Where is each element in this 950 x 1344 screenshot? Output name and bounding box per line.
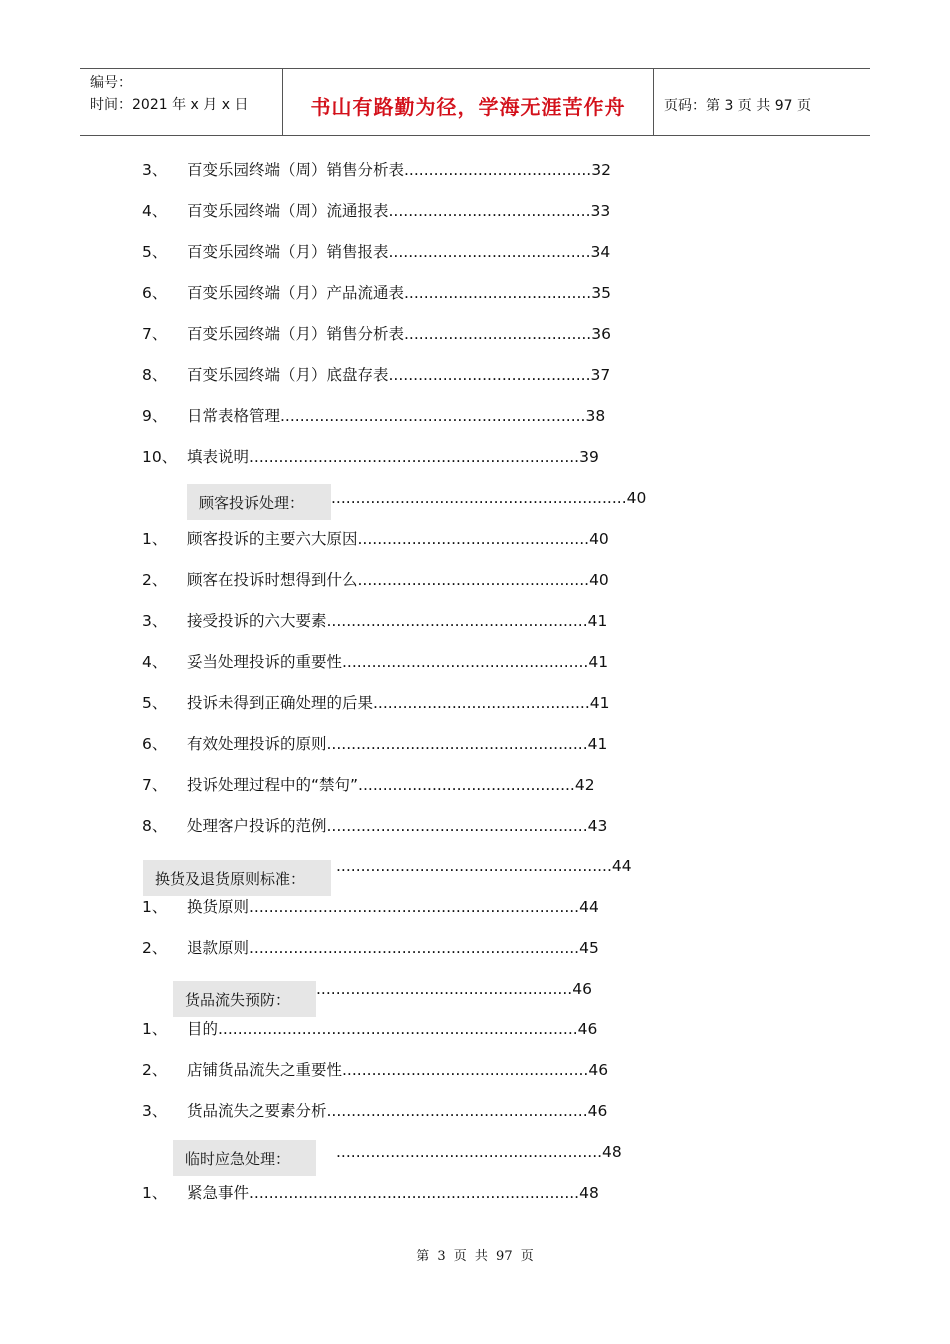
toc-item-number: 3、 bbox=[142, 1102, 168, 1120]
toc-item-number: 4、 bbox=[142, 653, 168, 671]
toc-item-text: 顾客在投诉时想得到什么...............................................40 bbox=[187, 571, 609, 589]
header-page-info-cell bbox=[654, 69, 870, 135]
section-dots-exchange: ........................................................44 bbox=[336, 857, 632, 875]
page-header bbox=[80, 68, 870, 136]
toc-item-text: 投诉未得到正确处理的后果............................................41 bbox=[187, 694, 610, 712]
header-motto-cell bbox=[282, 69, 654, 135]
toc-item-number: 7、 bbox=[142, 776, 168, 794]
section-title: 临时应急处理： bbox=[185, 1149, 291, 1168]
section-heading-emergency[interactable] bbox=[173, 1140, 316, 1176]
toc-item-number: 1、 bbox=[142, 1184, 168, 1202]
section-heading-exchange[interactable] bbox=[143, 860, 331, 896]
toc-item-text: 店铺货品流失之重要性..................................................46 bbox=[187, 1061, 609, 1079]
section-heading-complaints[interactable] bbox=[187, 484, 331, 520]
toc-item-number: 9、 bbox=[142, 407, 168, 425]
toc-item-text: 百变乐园终端（月）产品流通表......................................35 bbox=[187, 284, 611, 302]
toc-item-text: 填表说明...................................................................39 bbox=[187, 448, 599, 466]
toc-item-number: 3、 bbox=[142, 612, 168, 630]
toc-item-text: 目的.........................................................................46 bbox=[187, 1020, 598, 1038]
toc-item-number: 10、 bbox=[142, 448, 178, 466]
toc-item-text: 投诉处理过程中的“禁句”............................................42 bbox=[187, 776, 595, 794]
section-dots-complaints: ............................................................40 bbox=[331, 489, 647, 507]
section-title: 顾客投诉处理： bbox=[199, 493, 305, 512]
toc-item-number: 5、 bbox=[142, 694, 168, 712]
section-title: 货品流失预防： bbox=[185, 990, 291, 1009]
toc-item-text: 换货原则...................................................................44 bbox=[187, 898, 599, 916]
toc-item-number: 5、 bbox=[142, 243, 168, 261]
toc-item-text: 货品流失之要素分析.....................................................46 bbox=[187, 1102, 608, 1120]
toc-item-text: 紧急事件...................................................................48 bbox=[187, 1184, 599, 1202]
motto: 书山有路勤为径，学海无涯苦作舟 bbox=[310, 94, 626, 119]
toc-item-text: 有效处理投诉的原则.....................................................41 bbox=[187, 735, 608, 753]
toc-item-text: 处理客户投诉的范例.....................................................43 bbox=[187, 817, 608, 835]
toc-item-number: 6、 bbox=[142, 284, 168, 302]
toc-item-text: 百变乐园终端（周）流通报表.........................................33 bbox=[187, 202, 611, 220]
toc-item-number: 3、 bbox=[142, 161, 168, 179]
toc-item-text: 日常表格管理..............................................................38 bbox=[187, 407, 606, 425]
toc-item-text: 百变乐园终端（月）销售分析表......................................36 bbox=[187, 325, 611, 343]
toc-item-text: 百变乐园终端（周）销售分析表......................................32 bbox=[187, 161, 611, 179]
toc-item-number: 8、 bbox=[142, 817, 168, 835]
toc-item-number: 7、 bbox=[142, 325, 168, 343]
number-label: 编号： bbox=[90, 75, 132, 91]
time-label: 时间：2021 年 x 月 x 日 bbox=[90, 97, 249, 113]
section-heading-loss-prevention[interactable] bbox=[173, 981, 316, 1017]
toc-item-text: 妥当处理投诉的重要性..................................................41 bbox=[187, 653, 609, 671]
toc-item-number: 1、 bbox=[142, 530, 168, 548]
toc-item-number: 4、 bbox=[142, 202, 168, 220]
toc-item-number: 8、 bbox=[142, 366, 168, 384]
toc-item-text: 百变乐园终端（月）底盘存表.........................................37 bbox=[187, 366, 611, 384]
section-dots-loss-prevention: ....................................................46 bbox=[316, 980, 592, 998]
section-title: 换货及退货原则标准： bbox=[155, 869, 306, 888]
page-footer: 第 3 页 共 97 页 bbox=[416, 1249, 534, 1264]
page-info: 页码：第 3 页 共 97 页 bbox=[664, 98, 811, 114]
toc-item-number: 6、 bbox=[142, 735, 168, 753]
toc-item-text: 百变乐园终端（月）销售报表.........................................34 bbox=[187, 243, 611, 261]
toc-item-number: 1、 bbox=[142, 898, 168, 916]
toc-item-number: 1、 bbox=[142, 1020, 168, 1038]
toc-item-text: 接受投诉的六大要素.....................................................41 bbox=[187, 612, 608, 630]
toc-item-number: 2、 bbox=[142, 1061, 168, 1079]
toc-item-text: 退款原则...................................................................45 bbox=[187, 939, 599, 957]
toc-item-number: 2、 bbox=[142, 571, 168, 589]
toc-item-text: 顾客投诉的主要六大原因...............................................40 bbox=[187, 530, 609, 548]
section-dots-emergency: ......................................................48 bbox=[336, 1143, 622, 1161]
header-left bbox=[80, 69, 282, 135]
toc-item-number: 2、 bbox=[142, 939, 168, 957]
